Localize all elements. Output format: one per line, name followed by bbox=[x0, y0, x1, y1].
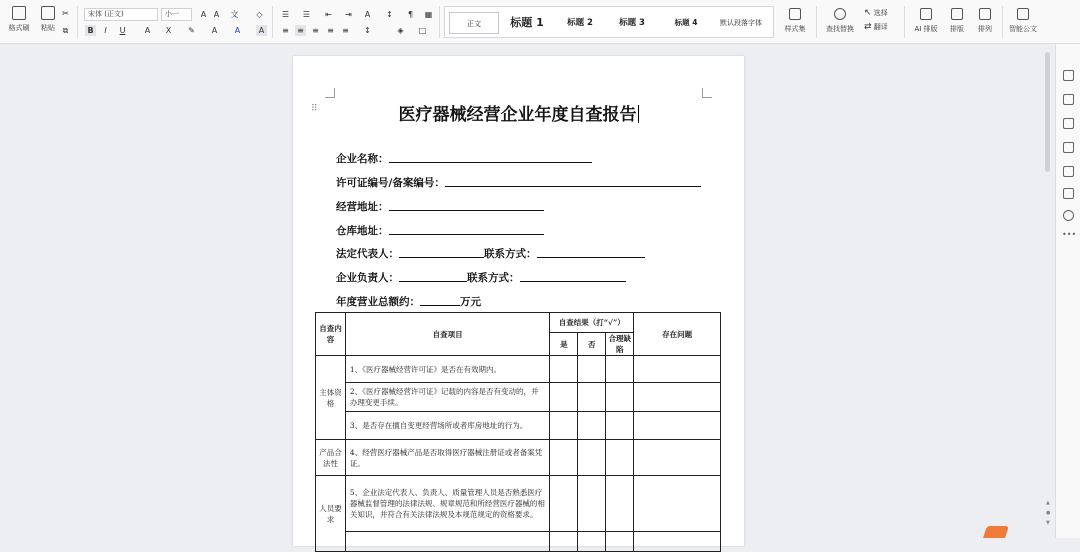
smart-doc-label: 智能公文 bbox=[1009, 25, 1037, 33]
italic-icon[interactable]: I bbox=[104, 26, 107, 35]
arrange-icon bbox=[979, 8, 991, 20]
field-label: 法定代表人： bbox=[336, 248, 399, 260]
ai-layout-button[interactable] bbox=[910, 6, 942, 38]
category-product[interactable]: 产品合法性 bbox=[316, 440, 346, 476]
style-heading-1[interactable]: 标题 1 bbox=[510, 16, 544, 29]
align-right-icon[interactable]: ≡ bbox=[312, 26, 319, 35]
layout-label: 排版 bbox=[950, 25, 964, 33]
font-name-value: 宋体 (正文) bbox=[88, 10, 124, 18]
find-replace-label: 查找替换 bbox=[826, 25, 854, 33]
field-label: 仓库地址： bbox=[336, 225, 389, 237]
header-yes[interactable]: 是 bbox=[550, 333, 578, 356]
style-default-para-font[interactable]: 默认段落字体 bbox=[720, 19, 762, 27]
blank-line bbox=[389, 152, 592, 163]
floating-assistant-tab[interactable] bbox=[983, 526, 1009, 538]
smart-doc-button[interactable] bbox=[1008, 6, 1038, 38]
style-heading-2[interactable]: 标题 2 bbox=[567, 18, 593, 28]
vertical-scrollbar[interactable] bbox=[1045, 52, 1050, 172]
arrange-label: 排列 bbox=[978, 25, 992, 33]
phonetic-icon[interactable]: 文 bbox=[230, 10, 239, 19]
distribute-icon[interactable]: ≡ bbox=[342, 26, 349, 35]
table-row-item[interactable]: 3、是否存在擅自变更经营场所或者库房地址的行为。 bbox=[345, 412, 549, 440]
cell-yes[interactable] bbox=[550, 532, 578, 552]
cell-no[interactable] bbox=[578, 383, 606, 412]
cell-no[interactable] bbox=[578, 412, 606, 440]
style-heading-3[interactable]: 标题 3 bbox=[619, 18, 645, 28]
style-gallery bbox=[444, 6, 774, 38]
header-issue[interactable]: 存在问题 bbox=[634, 313, 721, 356]
document-title[interactable] bbox=[293, 100, 744, 125]
table-row-item[interactable]: 4、经营医疗器械产品是否取得医疗器械注册证或者备案凭证。 bbox=[345, 440, 549, 476]
font-name-select[interactable] bbox=[84, 8, 158, 21]
strikethrough-icon[interactable]: A bbox=[144, 26, 151, 35]
page-nav-up-icon[interactable]: ▲ bbox=[1046, 500, 1050, 506]
field-principal[interactable] bbox=[336, 270, 626, 285]
blank-line bbox=[399, 247, 484, 258]
text-cursor bbox=[638, 105, 639, 123]
separator bbox=[1002, 6, 1003, 38]
cell-no[interactable] bbox=[578, 356, 606, 383]
field-label: 企业名称： bbox=[336, 153, 389, 165]
table-row-item[interactable]: 2、《医疗器械经营许可证》记载的内容是否有变动的，并办理变更手续。 bbox=[345, 383, 549, 412]
adjust-icon[interactable] bbox=[1063, 118, 1074, 129]
link-icon[interactable] bbox=[1063, 188, 1074, 199]
line-spacing-icon[interactable]: ↕ bbox=[364, 26, 371, 35]
right-side-rail bbox=[1055, 44, 1080, 538]
cut-icon[interactable]: ✂ bbox=[62, 9, 69, 18]
field-company-name[interactable] bbox=[336, 151, 592, 166]
align-left-icon[interactable]: ≡ bbox=[282, 26, 289, 35]
style-normal[interactable]: 正文 bbox=[449, 12, 499, 34]
cell-reasonable[interactable] bbox=[606, 383, 634, 412]
superscript-icon[interactable]: X bbox=[165, 26, 172, 35]
field-label: 联系方式： bbox=[484, 248, 537, 260]
cell-yes[interactable] bbox=[550, 412, 578, 440]
paste-button[interactable] bbox=[33, 6, 63, 38]
more-icon[interactable]: ••• bbox=[1062, 230, 1077, 239]
header-reasonable[interactable]: 合理缺陷 bbox=[606, 333, 634, 356]
brush-icon bbox=[12, 6, 26, 20]
cell-reasonable[interactable] bbox=[606, 356, 634, 383]
field-label: 年度营业总额约： bbox=[336, 296, 420, 308]
cursor-icon[interactable] bbox=[1063, 94, 1074, 105]
clear-format-icon[interactable]: ◇ bbox=[256, 10, 263, 19]
font-size-value: 小一 bbox=[165, 10, 179, 18]
styles-set-label: 样式集 bbox=[784, 25, 806, 33]
bold-icon[interactable]: B bbox=[85, 25, 96, 36]
drag-handle-icon[interactable]: ⠿ bbox=[311, 104, 318, 114]
cell-yes[interactable] bbox=[550, 356, 578, 383]
copy-icon[interactable]: ⧉ bbox=[62, 26, 69, 35]
header-category[interactable]: 自查内容 bbox=[316, 313, 346, 356]
blank-line bbox=[420, 295, 460, 306]
cell-issue[interactable] bbox=[634, 383, 721, 412]
separator bbox=[77, 6, 78, 38]
table-row-item[interactable]: 5、企业法定代表人、负责人、质量管理人员是否熟悉医疗器械监督管理的法律法规、规章规范和所经营医疗器械的相关知识，并符合有关法律法规及本规范规定的资格要求。 bbox=[345, 476, 549, 532]
share-icon[interactable] bbox=[1063, 142, 1074, 153]
margin-mark bbox=[325, 88, 335, 98]
field-annual-sales[interactable] bbox=[336, 294, 481, 309]
page-nav-dot-icon[interactable]: ● bbox=[1046, 510, 1051, 516]
cell-yes[interactable] bbox=[550, 440, 578, 476]
help-icon[interactable] bbox=[1063, 210, 1074, 221]
ai-layout-label: AI 排版 bbox=[914, 25, 938, 33]
cell-reasonable[interactable] bbox=[606, 532, 634, 552]
margin-mark bbox=[702, 88, 712, 98]
cell-issue[interactable] bbox=[634, 356, 721, 383]
decrease-indent-icon[interactable]: ⇤ bbox=[325, 10, 332, 19]
style-set-icon bbox=[789, 8, 801, 20]
category-subject[interactable]: 主体资格 bbox=[316, 356, 346, 440]
text-effect-icon[interactable]: A bbox=[211, 26, 218, 35]
blank-line bbox=[389, 224, 544, 235]
cell-issue[interactable] bbox=[634, 476, 721, 532]
styles-set-button[interactable] bbox=[778, 6, 812, 38]
header-no[interactable]: 否 bbox=[578, 333, 606, 356]
cell-issue[interactable] bbox=[634, 532, 721, 552]
separator bbox=[816, 6, 817, 38]
layout-icon bbox=[951, 8, 963, 20]
clipboard-icon bbox=[41, 6, 55, 20]
table-icon[interactable]: ▦ bbox=[424, 10, 433, 19]
field-business-address[interactable] bbox=[336, 199, 544, 214]
field-label: 经营地址： bbox=[336, 201, 389, 213]
cursor-icon: ↖ bbox=[864, 8, 872, 18]
chinese-layout-icon[interactable]: A bbox=[364, 10, 371, 19]
blank-line bbox=[389, 200, 544, 211]
header-item[interactable]: 自查项目 bbox=[345, 313, 549, 356]
char-shading-icon[interactable]: A bbox=[256, 25, 267, 36]
blank-line bbox=[445, 176, 701, 187]
layout-button[interactable] bbox=[944, 6, 970, 38]
blank-line bbox=[520, 271, 626, 282]
category-personnel[interactable]: 人员要求 bbox=[316, 476, 346, 552]
field-label: 企业负责人： bbox=[336, 272, 399, 284]
grow-font-icon[interactable]: A bbox=[200, 10, 207, 19]
select-button[interactable] bbox=[864, 6, 896, 20]
bullet-list-icon[interactable]: ☰ bbox=[281, 10, 290, 19]
increase-indent-icon[interactable]: ⇥ bbox=[345, 10, 352, 19]
field-license-no[interactable] bbox=[336, 175, 701, 190]
field-label: 许可证编号/备案编号： bbox=[336, 177, 445, 189]
document-icon bbox=[1017, 8, 1029, 20]
numbered-list-icon[interactable]: ☰ bbox=[302, 10, 311, 19]
select-label: 选择 bbox=[873, 9, 888, 17]
document-page[interactable] bbox=[293, 56, 744, 546]
cell-no[interactable] bbox=[578, 440, 606, 476]
align-center-icon[interactable]: ≡ bbox=[295, 25, 306, 36]
separator bbox=[272, 6, 273, 38]
cell-reasonable[interactable] bbox=[606, 412, 634, 440]
font-color-icon[interactable]: A bbox=[234, 26, 241, 35]
select-translate-group bbox=[864, 6, 896, 38]
arrange-button[interactable] bbox=[972, 6, 998, 38]
cell-no[interactable] bbox=[578, 476, 606, 532]
shrink-font-icon[interactable]: A bbox=[213, 10, 220, 19]
document-title-text: 医疗器械经营企业年度自查报告 bbox=[398, 105, 637, 125]
separator bbox=[439, 6, 440, 38]
translate-button[interactable] bbox=[864, 20, 896, 34]
cell-issue[interactable] bbox=[634, 440, 721, 476]
table-row-item[interactable] bbox=[345, 532, 549, 552]
self-check-table bbox=[315, 312, 721, 552]
page-nav-down-icon[interactable]: ▼ bbox=[1046, 520, 1050, 526]
justify-icon[interactable]: ≡ bbox=[327, 26, 334, 35]
cell-yes[interactable] bbox=[550, 383, 578, 412]
underline-icon[interactable]: U bbox=[119, 26, 126, 35]
font-size-select[interactable] bbox=[161, 8, 192, 21]
pen-icon[interactable] bbox=[1063, 70, 1074, 81]
ai-layout-icon bbox=[920, 8, 932, 20]
ribbon-toolbar bbox=[0, 0, 1080, 44]
separator bbox=[904, 6, 905, 38]
cell-no[interactable] bbox=[578, 532, 606, 552]
style-heading-4[interactable]: 标题 4 bbox=[674, 18, 698, 27]
cell-reasonable[interactable] bbox=[606, 440, 634, 476]
image-icon[interactable] bbox=[1063, 166, 1074, 177]
border-icon[interactable]: □ bbox=[418, 26, 427, 35]
shading-icon[interactable]: ◈ bbox=[397, 26, 404, 35]
field-warehouse-address[interactable] bbox=[336, 223, 544, 238]
cell-issue[interactable] bbox=[634, 412, 721, 440]
table-row-item[interactable]: 1、《医疗器械经营许可证》是否在有效期内。 bbox=[345, 356, 549, 383]
cell-yes[interactable] bbox=[550, 476, 578, 532]
cell-reasonable[interactable] bbox=[606, 476, 634, 532]
blank-line bbox=[537, 247, 645, 258]
sort-icon[interactable]: ↕ bbox=[386, 10, 393, 19]
header-result[interactable]: 自查结果（打“√”） bbox=[550, 313, 634, 333]
highlight-icon[interactable]: ✎ bbox=[188, 26, 195, 35]
field-unit: 万元 bbox=[460, 296, 481, 308]
format-painter-button[interactable] bbox=[4, 6, 34, 38]
blank-line bbox=[399, 271, 467, 282]
translate-icon: ⇄ bbox=[864, 22, 872, 32]
translate-label: 翻译 bbox=[873, 23, 888, 31]
field-legal-rep[interactable] bbox=[336, 246, 645, 261]
show-marks-icon[interactable]: ¶ bbox=[407, 10, 414, 19]
find-replace-button[interactable] bbox=[822, 6, 858, 38]
paste-label: 粘贴 bbox=[41, 24, 55, 32]
search-icon bbox=[834, 8, 846, 20]
format-painter-label: 格式刷 bbox=[8, 24, 30, 32]
field-label: 联系方式： bbox=[467, 272, 520, 284]
